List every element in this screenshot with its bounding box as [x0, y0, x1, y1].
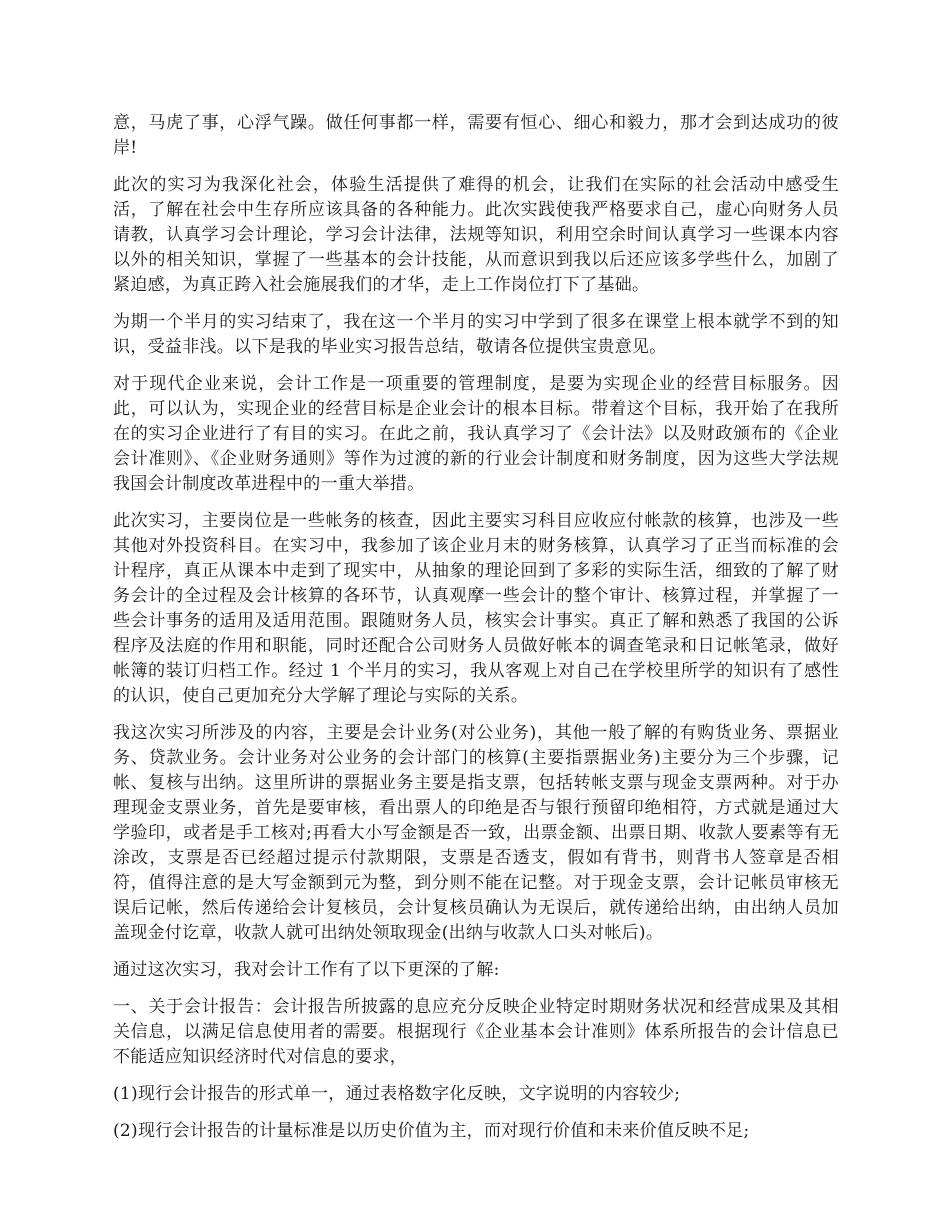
paragraph: (2)现行会计报告的计量标准是以历史价值为主，而对现行价值和未来价值反映不足; — [113, 1121, 750, 1141]
paragraph: 通过这次实习，我对会计工作有了以下更深的了解: — [113, 960, 500, 980]
paragraph: 意，马虎了事，心浮气躁。做任何事都一样，需要有恒心、细心和毅力，那才会到达成功的彼岸! — [113, 113, 839, 158]
document-body — [113, 111, 839, 1156]
paragraph: 我这次实习所涉及的内容，主要是会计业务(对公业务)，其他一般了解的有购货业务、票据业务、贷款业务。会计业务对公业务的会计部门的核算(主要指票据业务)主要分为三个步骤，记帐、复核与出纳。这里所讲的票据业务主要是指支票，包括转帐支票与现金支票两种。对于办理现金支票业务，首先是要审核，看出票人的印绝是否与银行预留印绝相符，方式就是通过大学验印，或者是手工核对;再看大小写金额是否一致，出票金额、出票日期、收款人要素等有无涂改，支票是否已经超过提示付款期限，支票是否透支，假如有背书，则背书人签章是否相符，值得注意的是大写金额到元为整，到分则不能在记整。对于现金支票，会计记帐员审核无误后记帐，然后传递给会计复核员，会计复核员确认为无误后，就传递给出纳，由出纳人员加盖现金付讫章，收款人就可出纳处领取现金(出纳与收款人口头对帐后)。 — [113, 723, 839, 943]
paragraph: (1)现行会计报告的形式单一，通过表格数字化反映，文字说明的内容较少; — [113, 1084, 681, 1104]
paragraph: 为期一个半月的实习结束了，我在这一个半月的实习中学到了很多在课堂上根本就学不到的知识，受益非浅。以下是我的毕业实习报告总结，敬请各位提供宝贵意见。 — [113, 312, 839, 357]
paragraph: 此次实习，主要岗位是一些帐务的核查，因此主要实习科目应收应付帐款的核算，也涉及一些其他对外投资科目。在实习中，我参加了该企业月末的财务核算，认真学习了正当而标准的会计程序，真正从课本中走到了现实中，从抽象的理论回到了多彩的实际生活，细致的了解了财务会计的全过程及会计核算的各环节，认真观摩一些会计的整个审计、核算过程，并掌握了一些会计事务的适用及适用范围。跟随财务人员，核实会计事实。真正了解和熟悉了我国的公诉程序及法庭的作用和职能，同时还配合公司财务人员做好帐本的调查笔录和日记帐笔录，做好帐簿的装订归档工作。经过 1 个半月的实习，我从客观上对自己在学校里所学的知识有了感性的认识，使自己更加充分大学解了理论与实际的关系。 — [113, 511, 839, 706]
paragraph: 对于现代企业来说，会计工作是一项重要的管理制度，是要为实现企业的经营目标服务。因此，可以认为，实现企业的经营目标是企业会计的根本目标。带着这个目标，我开始了在我所在的实习企业进行了有目的实习。在此之前，我认真学习了《会计法》以及财政颁布的《企业会计准则》、《企业财务通则》等作为过渡的新的行业会计制度和财务制度，因为这些大学法规我国会计制度改革进程中的一重大举措。 — [113, 374, 839, 494]
paragraph: 一、关于会计报告：会计报告所披露的息应充分反映企业特定时期财务状况和经营成果及其相关信息，以满足信息使用者的需要。根据现行《企业基本会计准则》体系所报告的会计信息已不能适应知识经济时代对信息的要求， — [113, 997, 839, 1067]
paragraph: 此次的实习为我深化社会，体验生活提供了难得的机会，让我们在实际的社会活动中感受生活，了解在社会中生存所应该具备的各种能力。此次实践使我严格要求自己，虚心向财务人员请教，认真学习会计理论，学习会计法律，法规等知识，利用空余时间认真学习一些课本内容以外的相关知识，掌握了一些基本的会计技能，从而意识到我以后还应该多学些什么，加剧了紧迫感，为真正跨入社会施展我们的才华，走上工作岗位打下了基础。 — [113, 175, 839, 295]
